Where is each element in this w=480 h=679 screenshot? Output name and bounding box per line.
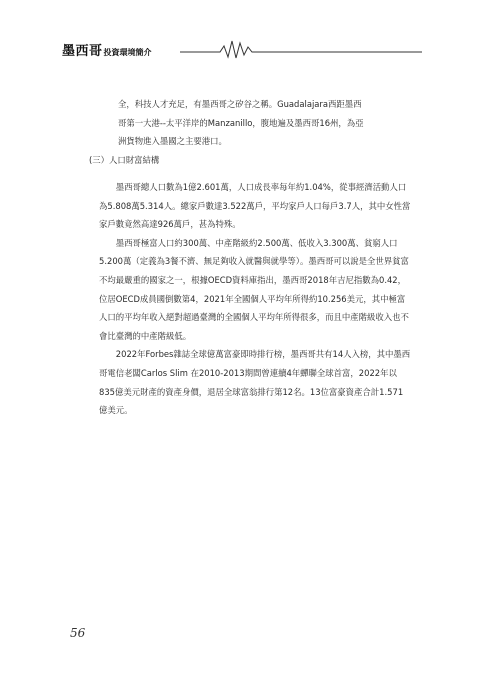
paragraph: 2022年Forbes雜誌全球億萬富豪即時排行榜，墨西哥共有14人入榜，其中墨西哥電信老闆Carlos Slim 在2010-2013期間曾連續4年蟬聯全球首富，2022年以835億美元財產的資產身價，退居全球富翁排行第12名。13位富豪資產合計1.571億美元。 xyxy=(99,349,411,416)
header-title xyxy=(62,40,152,59)
page-number: 56 xyxy=(70,626,86,640)
intro-text xyxy=(82,95,394,151)
paragraph: 墨西哥總人口數為1億2.601萬，人口成長率每年約1.04%，從事經濟活動人口為5.808萬5.314人。總家戶數達3.522萬戶，平均家戶人口每戶3.7人，其中女性當家戶數竟然高達926萬戶，甚為特殊。 xyxy=(99,182,411,230)
header-title-main: 墨西哥 xyxy=(62,44,103,59)
paragraph: 墨西哥極富人口約300萬、中產階級約2.500萬、低收入3.300萬、貧窮人口5.200萬（定義為3餐不濟、無足夠收入就醫與就學等）。墨西哥可以說是全世界貧富不均最嚴重的國家之一，根據OECD資料庫指出，墨西哥2018年吉尼指數為0.42，位居OECD成員國倒數第4，2021年全國個人平均年所得約10.256美元，其中極富人口的平均年收入絕對超過臺灣的全國個人平均年所得很多，而且中產階級收入也不會比臺灣的中產階級低。 xyxy=(99,237,409,341)
body-text xyxy=(99,178,411,420)
running-header xyxy=(62,38,422,60)
intro-line: 哥第一大港--太平洋岸的Manzanillo，腹地遍及墨西哥16州，為亞 xyxy=(118,117,364,128)
intro-line: 洲貨物進入墨國之主要港口。 xyxy=(118,136,227,147)
heartbeat-line-icon xyxy=(180,38,422,60)
section-heading: (三）人口財富結構 xyxy=(89,155,160,165)
header-title-sub: 投資環境簡介 xyxy=(103,48,152,57)
intro-line: 全，科技人才充足，有墨西哥之矽谷之稱。Guadalajara西距墨西 xyxy=(118,99,362,109)
